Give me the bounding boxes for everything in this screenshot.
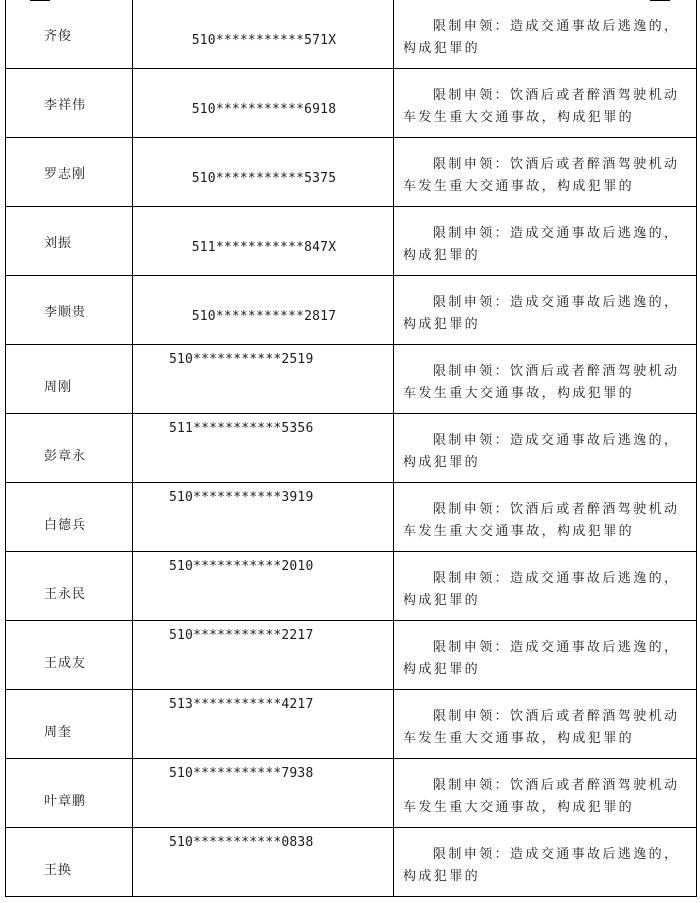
restriction-reason: 限制申领：造成交通事故后逃逸的，构成犯罪的: [403, 226, 680, 263]
table-row: [6, 207, 697, 276]
person-name: 李顺贵: [44, 304, 87, 320]
person-name-cell: [6, 483, 133, 552]
id-number-cell: [133, 69, 394, 138]
id-number: 510***********2010: [169, 559, 314, 574]
restriction-reason-cell: [394, 414, 697, 483]
person-name-cell: [6, 345, 133, 414]
person-name-cell: [6, 759, 133, 828]
id-number-cell: [133, 483, 394, 552]
restriction-reason-cell: [394, 276, 697, 345]
id-number: 511***********5356: [169, 421, 314, 436]
restriction-reason: 限制申领：饮酒后或者醉酒驾驶机动车发生重大交通事故，构成犯罪的: [403, 778, 680, 815]
restriction-reason: 限制申领：饮酒后或者醉酒驾驶机动车发生重大交通事故，构成犯罪的: [403, 88, 680, 125]
restriction-reason-cell: [394, 759, 697, 828]
id-number: 511***********847X: [191, 240, 337, 255]
id-number-cell: [133, 276, 394, 345]
restriction-reason-cell: [394, 207, 697, 276]
table-row: [6, 828, 697, 897]
person-name: 罗志刚: [44, 166, 87, 182]
restriction-reason: 限制申领：造成交通事故后逃逸的，构成犯罪的: [403, 847, 680, 884]
id-number-cell: [133, 828, 394, 897]
restriction-reason: 限制申领：造成交通事故后逃逸的，构成犯罪的: [403, 571, 680, 608]
restriction-reason-cell: [394, 0, 697, 69]
table-row: [6, 69, 697, 138]
restriction-reason-cell: [394, 69, 697, 138]
id-number: 510***********3919: [169, 490, 314, 505]
person-name: 周奎: [44, 724, 73, 740]
restriction-reason: 限制申领：造成交通事故后逃逸的，构成犯罪的: [403, 433, 680, 470]
restriction-reason: 限制申领：造成交通事故后逃逸的，构成犯罪的: [403, 295, 680, 332]
restriction-reason-cell: [394, 483, 697, 552]
table-row: [6, 759, 697, 828]
person-name: 彭章永: [44, 448, 87, 464]
restriction-reason-cell: [394, 621, 697, 690]
id-number: 510***********2519: [169, 352, 314, 367]
person-name: 王永民: [44, 586, 87, 602]
table-row: [6, 621, 697, 690]
id-number: 513***********4217: [169, 697, 314, 712]
table-row: [6, 690, 697, 759]
restriction-reason-cell: [394, 138, 697, 207]
table-row: [6, 552, 697, 621]
id-number: 510***********6918: [191, 102, 337, 117]
person-name: 白德兵: [44, 517, 87, 533]
restriction-reason: 限制申领：造成交通事故后逃逸的，构成犯罪的: [403, 19, 680, 56]
person-name: 王成友: [44, 655, 87, 671]
person-name-cell: [6, 138, 133, 207]
id-number: 510***********7938: [169, 766, 314, 781]
license-restriction-table: [5, 0, 697, 897]
restriction-reason: 限制申领：饮酒后或者醉酒驾驶机动车发生重大交通事故，构成犯罪的: [403, 157, 680, 194]
person-name-cell: [6, 414, 133, 483]
id-number-cell: [133, 0, 394, 69]
restriction-reason: 限制申领：造成交通事故后逃逸的，构成犯罪的: [403, 640, 680, 677]
person-name: 周刚: [44, 379, 73, 395]
id-number: 510***********5375: [191, 171, 337, 186]
restriction-reason-cell: [394, 690, 697, 759]
table-body: [6, 0, 697, 897]
person-name-cell: [6, 69, 133, 138]
table-row: [6, 345, 697, 414]
restriction-reason: 限制申领：饮酒后或者醉酒驾驶机动车发生重大交通事故，构成犯罪的: [403, 502, 680, 539]
person-name: 叶章鹏: [44, 793, 87, 809]
table-row: [6, 276, 697, 345]
restriction-reason: 限制申领：饮酒后或者醉酒驾驶机动车发生重大交通事故，构成犯罪的: [403, 364, 680, 401]
id-number-cell: [133, 138, 394, 207]
id-number: 510***********0838: [169, 835, 314, 850]
person-name-cell: [6, 0, 133, 69]
person-name-cell: [6, 621, 133, 690]
id-number-cell: [133, 345, 394, 414]
id-number: 510***********571X: [191, 33, 337, 48]
person-name: 刘振: [44, 235, 73, 251]
person-name: 李祥伟: [44, 97, 87, 113]
table-row: [6, 0, 697, 69]
table-row: [6, 414, 697, 483]
id-number-cell: [133, 207, 394, 276]
restriction-reason-cell: [394, 552, 697, 621]
table-row: [6, 483, 697, 552]
id-number: 510***********2817: [191, 309, 337, 324]
id-number-cell: [133, 552, 394, 621]
person-name: 王换: [44, 862, 73, 878]
restriction-reason: 限制申领：饮酒后或者醉酒驾驶机动车发生重大交通事故，构成犯罪的: [403, 709, 680, 746]
person-name-cell: [6, 690, 133, 759]
person-name-cell: [6, 207, 133, 276]
restriction-reason-cell: [394, 345, 697, 414]
person-name-cell: [6, 276, 133, 345]
table-row: [6, 138, 697, 207]
restriction-reason-cell: [394, 828, 697, 897]
id-number: 510***********2217: [169, 628, 314, 643]
id-number-cell: [133, 759, 394, 828]
person-name-cell: [6, 828, 133, 897]
person-name-cell: [6, 552, 133, 621]
id-number-cell: [133, 414, 394, 483]
id-number-cell: [133, 621, 394, 690]
id-number-cell: [133, 690, 394, 759]
person-name: 齐俊: [44, 28, 73, 44]
